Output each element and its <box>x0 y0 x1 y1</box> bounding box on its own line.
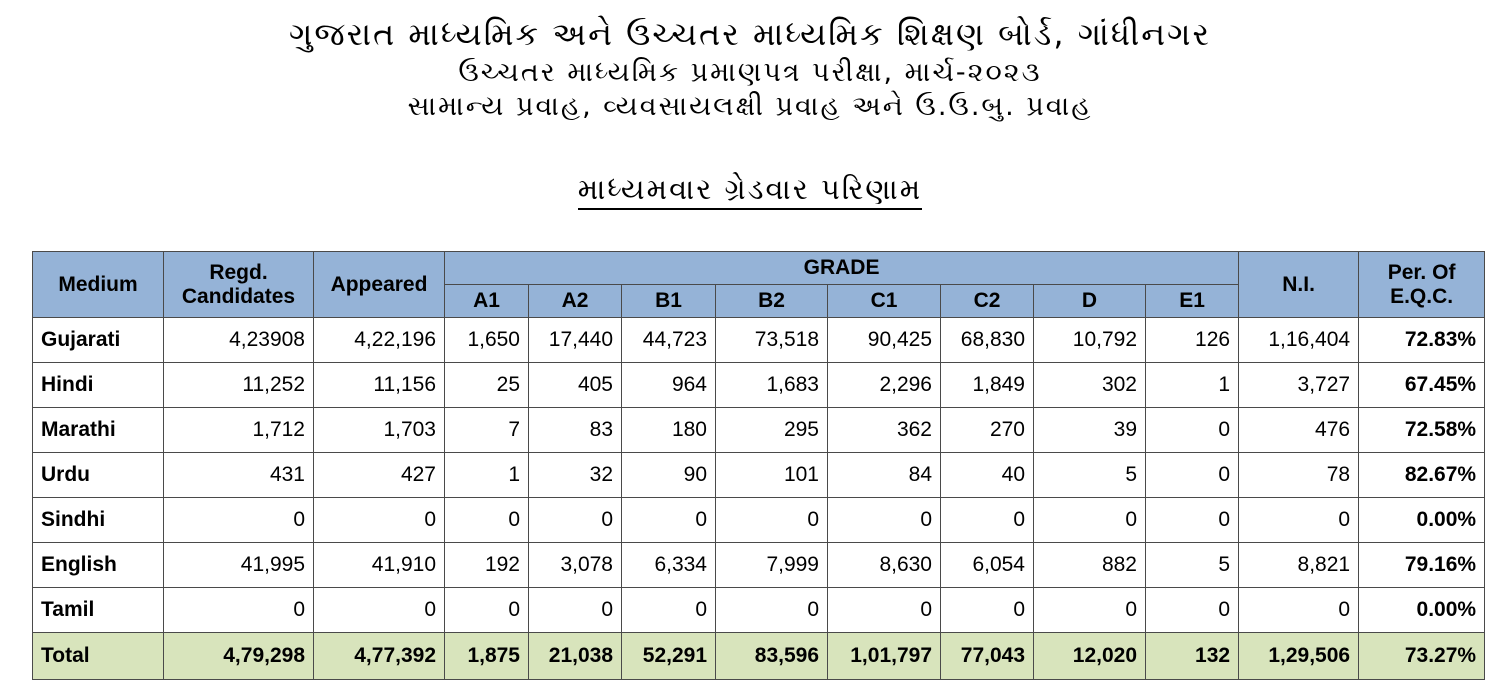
appeared-cell: 11,156 <box>314 363 445 408</box>
grade-cell: 32 <box>529 453 622 498</box>
table-heading <box>0 172 1500 207</box>
grade-cell: 0 <box>1034 588 1146 633</box>
header-grade-a1: A1 <box>445 285 529 318</box>
grade-cell: 7 <box>445 408 529 453</box>
grade-cell: 362 <box>828 408 941 453</box>
per-eqc-cell: 72.58% <box>1359 408 1485 453</box>
appeared-cell: 41,910 <box>314 543 445 588</box>
appeared-cell: 4,77,392 <box>314 633 445 680</box>
ni-cell: 8,821 <box>1239 543 1359 588</box>
table-row <box>33 453 1485 498</box>
grade-cell: 0 <box>445 588 529 633</box>
grade-cell: 5 <box>1146 543 1239 588</box>
grade-cell: 1 <box>1146 363 1239 408</box>
regd-cell: 41,995 <box>164 543 314 588</box>
grade-cell: 0 <box>828 498 941 543</box>
grade-cell: 6,334 <box>622 543 716 588</box>
grade-cell: 0 <box>716 498 828 543</box>
medium-cell: Tamil <box>33 588 164 633</box>
grade-cell: 12,020 <box>1034 633 1146 680</box>
grade-cell: 1 <box>445 453 529 498</box>
medium-cell: Gujarati <box>33 318 164 363</box>
grade-cell: 302 <box>1034 363 1146 408</box>
regd-cell: 431 <box>164 453 314 498</box>
grade-cell: 0 <box>941 498 1034 543</box>
regd-cell: 0 <box>164 498 314 543</box>
grade-cell: 0 <box>1146 453 1239 498</box>
ni-cell: 1,16,404 <box>1239 318 1359 363</box>
table-row <box>33 363 1485 408</box>
grade-cell: 52,291 <box>622 633 716 680</box>
header-regd: Regd. Candidates <box>164 252 314 318</box>
total-row <box>33 633 1485 680</box>
grade-cell: 0 <box>941 588 1034 633</box>
grade-cell: 17,440 <box>529 318 622 363</box>
per-eqc-cell: 0.00% <box>1359 588 1485 633</box>
medium-cell: Urdu <box>33 453 164 498</box>
regd-cell: 4,23908 <box>164 318 314 363</box>
grade-cell: 39 <box>1034 408 1146 453</box>
per-eqc-cell: 82.67% <box>1359 453 1485 498</box>
medium-cell: Total <box>33 633 164 680</box>
ni-cell: 0 <box>1239 498 1359 543</box>
ni-cell: 78 <box>1239 453 1359 498</box>
appeared-cell: 427 <box>314 453 445 498</box>
grade-cell: 405 <box>529 363 622 408</box>
grade-cell: 77,043 <box>941 633 1034 680</box>
grade-cell: 0 <box>1146 498 1239 543</box>
grade-cell: 84 <box>828 453 941 498</box>
header-grade-b1: B1 <box>622 285 716 318</box>
grade-cell: 40 <box>941 453 1034 498</box>
per-eqc-cell: 0.00% <box>1359 498 1485 543</box>
header-appeared: Appeared <box>314 252 445 318</box>
grade-cell: 68,830 <box>941 318 1034 363</box>
header-grade-a2: A2 <box>529 285 622 318</box>
grade-cell: 21,038 <box>529 633 622 680</box>
grade-cell: 882 <box>1034 543 1146 588</box>
appeared-cell: 0 <box>314 498 445 543</box>
ni-cell: 1,29,506 <box>1239 633 1359 680</box>
appeared-cell: 4,22,196 <box>314 318 445 363</box>
header-ni: N.I. <box>1239 252 1359 318</box>
header-grade-c1: C1 <box>828 285 941 318</box>
grade-cell: 1,650 <box>445 318 529 363</box>
regd-cell: 4,79,298 <box>164 633 314 680</box>
grade-cell: 180 <box>622 408 716 453</box>
exam-title: ઉચ્ચતર માધ્યમિક પ્રમાણપત્ર પરીક્ષા, માર્ચ-૨૦૨૩ <box>458 57 1042 88</box>
grade-cell: 2,296 <box>828 363 941 408</box>
grade-cell: 83 <box>529 408 622 453</box>
grade-cell: 1,875 <box>445 633 529 680</box>
grade-cell: 10,792 <box>1034 318 1146 363</box>
medium-cell: English <box>33 543 164 588</box>
regd-cell: 1,712 <box>164 408 314 453</box>
table-row <box>33 498 1485 543</box>
board-title: ગુજરાત માધ્યમિક અને ઉચ્ચતર માધ્યમિક શિક્ષણ બોર્ડ, ગાંધીનગર <box>289 15 1211 53</box>
per-eqc-cell: 79.16% <box>1359 543 1485 588</box>
header-grade-d: D <box>1034 285 1146 318</box>
grade-cell: 132 <box>1146 633 1239 680</box>
table-row <box>33 543 1485 588</box>
grade-cell: 295 <box>716 408 828 453</box>
grade-cell: 0 <box>622 588 716 633</box>
table-row <box>33 408 1485 453</box>
grade-cell: 126 <box>1146 318 1239 363</box>
table-row <box>33 588 1485 633</box>
per-eqc-cell: 67.45% <box>1359 363 1485 408</box>
per-eqc-cell: 73.27% <box>1359 633 1485 680</box>
grade-cell: 90 <box>622 453 716 498</box>
grade-cell: 90,425 <box>828 318 941 363</box>
header-grade-c2: C2 <box>941 285 1034 318</box>
per-eqc-cell: 72.83% <box>1359 318 1485 363</box>
header-per-eqc: Per. Of E.Q.C. <box>1359 252 1485 318</box>
regd-cell: 11,252 <box>164 363 314 408</box>
grade-cell: 0 <box>1146 588 1239 633</box>
medium-cell: Marathi <box>33 408 164 453</box>
grade-cell: 270 <box>941 408 1034 453</box>
grade-cell: 0 <box>529 498 622 543</box>
grade-cell: 192 <box>445 543 529 588</box>
grade-cell: 5 <box>1034 453 1146 498</box>
grade-cell: 1,849 <box>941 363 1034 408</box>
grade-cell: 0 <box>445 498 529 543</box>
table-row <box>33 318 1485 363</box>
grade-cell: 44,723 <box>622 318 716 363</box>
document-header <box>0 12 1500 124</box>
header-grade-e1: E1 <box>1146 285 1239 318</box>
medium-cell: Hindi <box>33 363 164 408</box>
regd-cell: 0 <box>164 588 314 633</box>
grade-cell: 7,999 <box>716 543 828 588</box>
grade-cell: 8,630 <box>828 543 941 588</box>
grade-cell: 25 <box>445 363 529 408</box>
grade-cell: 1,01,797 <box>828 633 941 680</box>
grade-cell: 0 <box>529 588 622 633</box>
ni-cell: 3,727 <box>1239 363 1359 408</box>
table-heading-text: માધ્યમવાર ગ્રેડવાર પરિણામ <box>578 172 922 210</box>
grade-cell: 964 <box>622 363 716 408</box>
header-grade: GRADE <box>445 252 1239 285</box>
ni-cell: 476 <box>1239 408 1359 453</box>
grade-cell: 0 <box>1034 498 1146 543</box>
stream-title: સામાન્ય પ્રવાહ, વ્યવસાયલક્ષી પ્રવાહ અને ઉ.ઉ.બુ. પ્રવાહ <box>407 91 1093 122</box>
header-medium: Medium <box>33 252 164 318</box>
grade-cell: 6,054 <box>941 543 1034 588</box>
appeared-cell: 0 <box>314 588 445 633</box>
grade-cell: 0 <box>1146 408 1239 453</box>
ni-cell: 0 <box>1239 588 1359 633</box>
grade-cell: 0 <box>716 588 828 633</box>
grade-cell: 3,078 <box>529 543 622 588</box>
medium-cell: Sindhi <box>33 498 164 543</box>
grade-cell: 83,596 <box>716 633 828 680</box>
grade-cell: 0 <box>622 498 716 543</box>
grade-cell: 1,683 <box>716 363 828 408</box>
grade-cell: 101 <box>716 453 828 498</box>
grade-cell: 73,518 <box>716 318 828 363</box>
appeared-cell: 1,703 <box>314 408 445 453</box>
header-grade-b2: B2 <box>716 285 828 318</box>
grade-cell: 0 <box>828 588 941 633</box>
results-table <box>32 251 1485 680</box>
